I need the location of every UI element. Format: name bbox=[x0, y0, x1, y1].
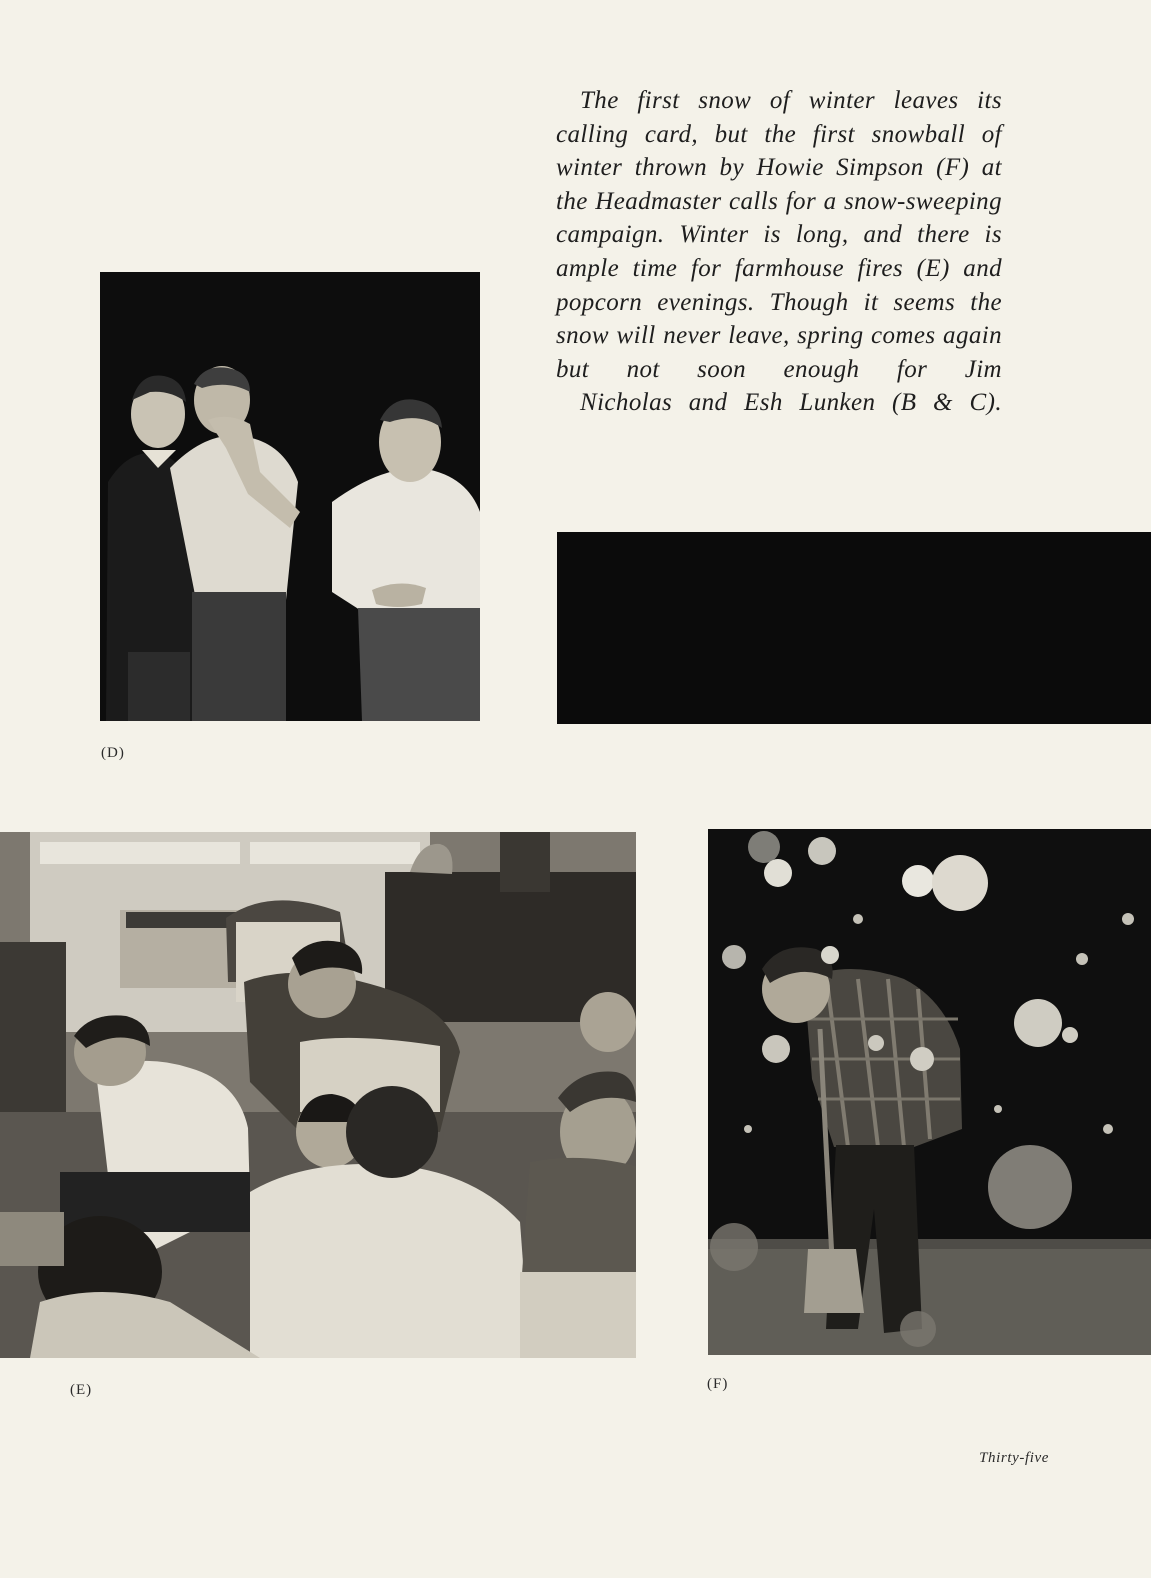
page-number: Thirty-five bbox=[979, 1450, 1049, 1466]
photo-d-image bbox=[100, 272, 480, 721]
photo-f-image bbox=[708, 829, 1151, 1355]
body-paragraph-last-line: Nicholas and Esh Lunken (B & C). bbox=[580, 389, 1002, 417]
photo-f-sweeping-snow bbox=[708, 829, 1151, 1355]
photo-d-three-men-laughing bbox=[100, 272, 480, 721]
caption-e: (E) bbox=[70, 1382, 93, 1398]
body-paragraph-main: The first snow of winter leaves its calling card, but the first snowball of winter thrown by Howie Simpson (F) at the Headmaster calls for a snow-sweeping campaign. Winter is long, and there is ample time for farmhouse fires (E) and popcorn evenings. Though it seems the snow will never leave, spring comes again but not soon enough for Jim bbox=[556, 87, 1002, 383]
photo-e-fireside-gathering bbox=[0, 832, 636, 1358]
caption-d: (D) bbox=[101, 745, 125, 761]
caption-f: (F) bbox=[707, 1376, 729, 1392]
photo-e-image bbox=[0, 832, 636, 1358]
body-paragraph bbox=[556, 84, 1002, 420]
photo-bc-dark-band bbox=[557, 532, 1151, 724]
